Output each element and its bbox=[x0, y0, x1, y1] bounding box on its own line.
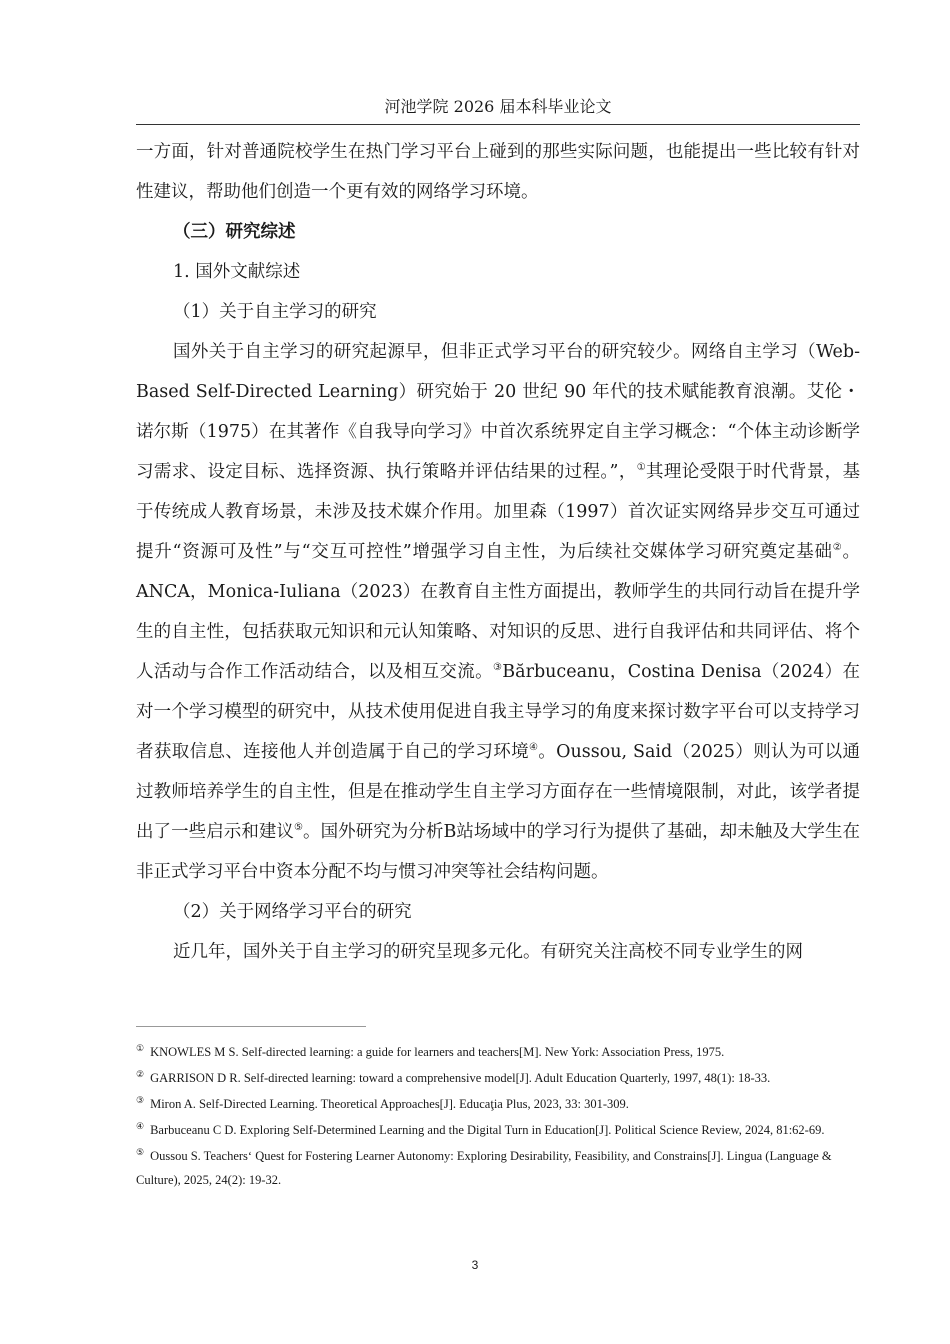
footnote-ref-2[interactable]: ② bbox=[832, 542, 843, 554]
footnote-mark: ④ bbox=[136, 1120, 145, 1131]
body-text bbox=[136, 132, 860, 972]
paragraph-text: 其理论受限于时代背景，基于传统成人教育场景，未涉及技术媒介作用。加里森（1997）首次证实网络异步交互可通过提升“资源可及性”与“交互可控性”增强学习自主性，为后续社交媒体学习研究奠定基础 bbox=[136, 462, 860, 562]
footnote-mark: ② bbox=[136, 1068, 145, 1079]
footnote-ref-4[interactable]: ④ bbox=[528, 742, 539, 754]
running-header: 河池学院 2026 届本科毕业论文 bbox=[136, 96, 860, 125]
footnote-2 bbox=[136, 1066, 860, 1090]
subsection-heading: 1. 国外文献综述 bbox=[173, 262, 301, 282]
footnote-text: Miron A. Self-Directed Learning. Theoretical Approaches[J]. Educaţia Plus, 2023, 33: 301-309. bbox=[150, 1097, 629, 1111]
footnote-ref-5[interactable]: ⑤ bbox=[293, 822, 304, 834]
subsubsection-heading: （1）关于自主学习的研究 bbox=[173, 302, 377, 322]
paragraph-text: 。ANCA，Monica-Iuliana（2023）在教育自主性方面提出，教师学生的共同行动旨在提升学生的自主性，包括获取元知识和元认知策略、对知识的反思、进行自我评估和共同评估、将个人活动与合作工作活动结合，以及相互交流。 bbox=[136, 542, 860, 682]
paragraph-text: 国外关于自主学习的研究起源早，但非正式学习平台的研究较少。网络自主学习（Web-Based Self-Directed Learning）研究始于 20 世纪 90 年代的技术赋能教育浪潮。艾伦・诺尔斯（1975）在其著作《自我导向学习》中首次系统界定自主学习概念：“个体主动诊断学习需求、设定目标、选择资源、执行策略并评估结果的过程。”， bbox=[136, 342, 860, 482]
paragraph-self-directed-learning bbox=[136, 332, 860, 892]
footnote-ref-1[interactable]: ① bbox=[636, 462, 647, 474]
footnote-mark: ⑤ bbox=[136, 1146, 145, 1157]
footnote-mark: ① bbox=[136, 1042, 145, 1053]
paragraph-continuation: 一方面，针对普通院校学生在热门学习平台上碰到的那些实际问题，也能提出一些比较有针对性建议，帮助他们创造一个更有效的网络学习环境。 bbox=[136, 142, 860, 202]
footnote-text: Barbuceanu C D. Exploring Self-Determined Learning and the Digital Turn in Education[J]. Political Science Review, 2024, 81:62-69. bbox=[150, 1123, 825, 1137]
footnotes bbox=[136, 1040, 860, 1194]
footnote-5 bbox=[136, 1144, 860, 1192]
footnote-3 bbox=[136, 1092, 860, 1116]
footnote-1 bbox=[136, 1040, 860, 1064]
paragraph-text: 。Oussou, Said（2025）则认为可以通过教师培养学生的自主性，但是在推动学生自主学习方面存在一些情境限制，对此，该学者提出了一些启示和建议 bbox=[136, 742, 860, 842]
footnote-text: KNOWLES M S. Self-directed learning: a guide for learners and teachers[M]. New York: Association Press, 1975. bbox=[150, 1045, 725, 1059]
subsubsection-heading: （2）关于网络学习平台的研究 bbox=[173, 902, 412, 922]
paragraph-text: 。国外研究为分析B站场域中的学习行为提供了基础，却未触及大学生在非正式学习平台中资本分配不均与惯习冲突等社会结构问题。 bbox=[136, 822, 861, 882]
paragraph-text: Bărbuceanu，Costina Denisa（2024）在对一个学习模型的研究中，从技术使用促进自我主导学习的角度来探讨数字平台可以支持学习者获取信息、连接他人并创造属于自己的学习环境 bbox=[136, 662, 861, 762]
footnote-text: GARRISON D R. Self-directed learning: toward a comprehensive model[J]. Adult Education Quarterly, 1997, 48(1): 18-33. bbox=[150, 1071, 771, 1085]
footnote-mark: ③ bbox=[136, 1094, 145, 1105]
page-number: 3 bbox=[471, 1258, 479, 1272]
footnote-ref-3[interactable]: ③ bbox=[492, 662, 503, 674]
section-heading: （三）研究综述 bbox=[173, 222, 296, 242]
footnote-text: Oussou S. Teachers‘ Quest for Fostering Learner Autonomy: Exploring Desirability, Feasibility, and Constrains[J]. Lingua (Language & Culture), 2025, 24(2): 19-32. bbox=[136, 1149, 832, 1187]
footnote-4 bbox=[136, 1118, 860, 1142]
paragraph-online-platforms: 近几年，国外关于自主学习的研究呈现多元化。有研究关注高校不同专业学生的网 bbox=[173, 942, 803, 962]
footnote-divider bbox=[136, 1026, 366, 1027]
